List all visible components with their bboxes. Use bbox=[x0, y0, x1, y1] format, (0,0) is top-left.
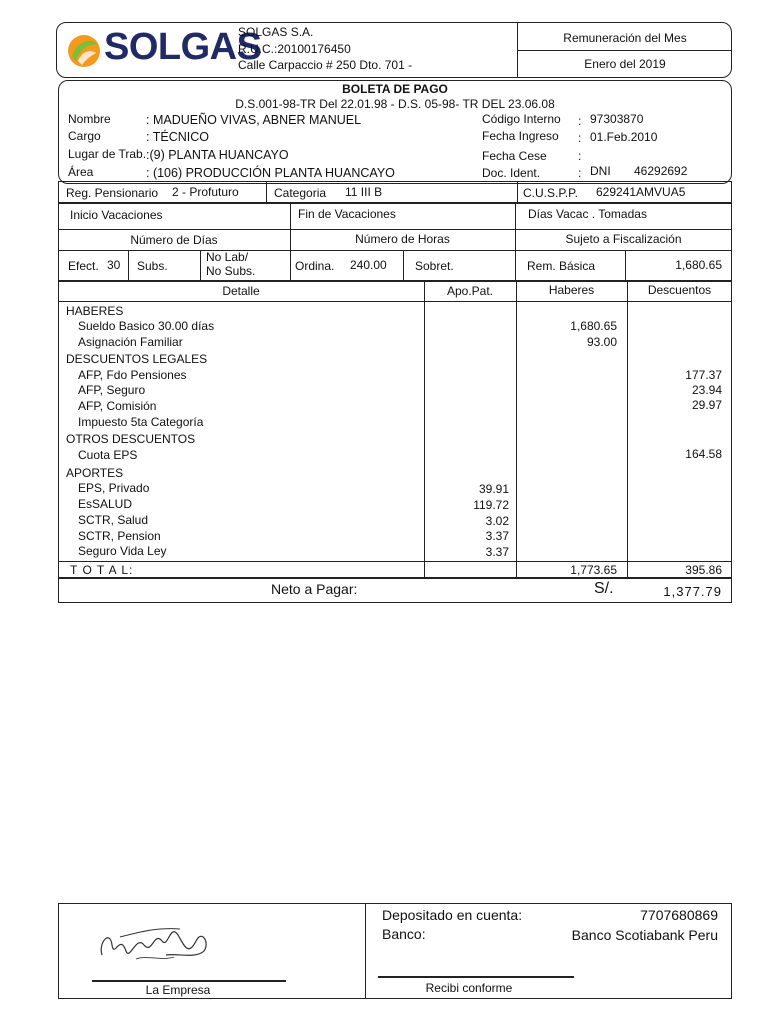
dias-div-3 bbox=[403, 250, 404, 281]
vac-line-1 bbox=[58, 229, 732, 230]
row-apo: 39.91 bbox=[478, 482, 509, 496]
row-apo: 3.37 bbox=[485, 545, 509, 559]
dias-vacac: Días Vacac . Tomadas bbox=[528, 207, 647, 221]
row-label: EsSALUD bbox=[78, 497, 133, 511]
company-ruc: R.U.C.:20100176450 bbox=[238, 42, 351, 56]
row-haberes: 1,680.65 bbox=[570, 319, 617, 333]
row-descuentos: 23.94 bbox=[691, 383, 722, 397]
total-descuentos: 395.86 bbox=[685, 563, 722, 577]
period-label: Remuneración del Mes bbox=[563, 31, 687, 45]
total-label: T O T A L: bbox=[70, 563, 134, 577]
row-haberes: 93.00 bbox=[586, 335, 617, 349]
period-value: Enero del 2019 bbox=[584, 57, 666, 71]
bank-label: Banco: bbox=[382, 926, 426, 942]
codigo-label: Código Interno bbox=[482, 112, 561, 126]
doc-sep: : bbox=[578, 166, 582, 180]
rem-basica-value: 1,680.65 bbox=[675, 258, 722, 272]
row-label: Cuota EPS bbox=[78, 448, 138, 462]
ingreso-sep: : bbox=[578, 131, 582, 145]
fin-vacaciones: Fin de Vacaciones bbox=[298, 207, 396, 221]
row-label: AFP, Comisión bbox=[78, 399, 157, 413]
row-label: DESCUENTOS LEGALES bbox=[66, 352, 208, 366]
neto-currency: S/. bbox=[594, 580, 614, 597]
rem-basica-label: Rem. Básica bbox=[527, 259, 596, 273]
vac-line-2 bbox=[58, 250, 732, 251]
solgas-logo bbox=[66, 26, 262, 73]
area-label: Área bbox=[68, 165, 94, 179]
detalle-header: Detalle bbox=[222, 284, 260, 298]
footer-divider bbox=[365, 903, 366, 999]
deposit-value: 7707680869 bbox=[640, 907, 718, 923]
recibi-sign-line bbox=[378, 976, 574, 978]
cuspp-value: 629241AMVUA5 bbox=[596, 185, 686, 199]
row-label: SCTR, Pension bbox=[78, 529, 161, 543]
signature-mark bbox=[96, 915, 216, 967]
cargo-label: Cargo bbox=[68, 129, 101, 143]
total-haberes: 1,773.65 bbox=[570, 563, 617, 577]
header-right-divider bbox=[517, 50, 732, 51]
row-apo: 3.37 bbox=[485, 529, 509, 543]
cargo-value: : TÉCNICO bbox=[146, 130, 209, 144]
row-descuentos: 177.37 bbox=[685, 368, 722, 382]
row-label: EPS, Privado bbox=[78, 481, 150, 495]
inicio-vacaciones: Inicio Vacaciones bbox=[70, 208, 163, 222]
dias-div-1 bbox=[128, 250, 129, 281]
lugar-label: Lugar de Trab. bbox=[68, 147, 147, 161]
row-label: SCTR, Salud bbox=[78, 513, 149, 527]
deposit-label: Depositado en cuenta: bbox=[382, 907, 523, 923]
row-label: Impuesto 5ta Categoría bbox=[78, 415, 204, 429]
row-label: AFP, Fdo Pensiones bbox=[78, 368, 187, 382]
reg-value: 2 - Profuturo bbox=[172, 185, 239, 199]
area-value: : (106) PRODUCCIÓN PLANTA HUANCAYO bbox=[146, 166, 395, 180]
numero-dias-header: Número de Días bbox=[130, 233, 218, 247]
detail-div-descuentos bbox=[627, 281, 628, 578]
regimen-divider-1 bbox=[266, 181, 267, 203]
descuentos-header: Descuentos bbox=[647, 283, 712, 297]
row-apo: 3.02 bbox=[485, 514, 509, 528]
codigo-value: 97303870 bbox=[590, 112, 644, 126]
total-bottom-line bbox=[58, 577, 732, 579]
recibi-label: Recibi conforme bbox=[425, 981, 513, 995]
nolab-label-2: No Subs. bbox=[206, 264, 256, 278]
cese-sep: : bbox=[578, 149, 582, 163]
codigo-sep: : bbox=[578, 114, 582, 128]
row-label: Asignación Familiar bbox=[78, 335, 183, 349]
doc-label: Doc. Ident. bbox=[482, 166, 541, 180]
neto-value: 1,377.79 bbox=[663, 584, 722, 599]
company-name: SOLGAS S.A. bbox=[238, 25, 314, 39]
regimen-divider-2 bbox=[517, 181, 518, 203]
ordina-value: 240.00 bbox=[350, 258, 387, 272]
row-label: APORTES bbox=[66, 466, 124, 480]
row-label: AFP, Seguro bbox=[78, 383, 146, 397]
doc-type: DNI bbox=[590, 164, 611, 178]
row-descuentos: 164.58 bbox=[685, 447, 722, 461]
cat-label: Categoria bbox=[274, 186, 327, 200]
company-address: Calle Carpaccio # 250 Dto. 701 - bbox=[238, 58, 413, 72]
dias-div-2 bbox=[200, 250, 201, 281]
decree-line: D.S.001-98-TR Del 22.01.98 - D.S. 05-98- TR DEL 23.06.08 bbox=[235, 97, 555, 111]
dias-div-4 bbox=[625, 250, 626, 281]
row-apo: 119.72 bbox=[473, 498, 509, 512]
apo-header: Apo.Pat. bbox=[446, 284, 494, 298]
haberes-header: Haberes bbox=[548, 283, 595, 297]
detail-header-line bbox=[58, 301, 732, 302]
fiscalizacion-header: Sujeto a Fiscalización bbox=[565, 232, 682, 246]
efect-label: Efect. bbox=[68, 259, 99, 273]
row-descuentos: 29.97 bbox=[691, 398, 722, 412]
row-label: HABERES bbox=[66, 304, 124, 318]
empresa-sign-line bbox=[92, 980, 286, 982]
subs-label: Subs. bbox=[137, 259, 168, 273]
document-title: BOLETA DE PAGO bbox=[342, 82, 448, 96]
empresa-label: La Empresa bbox=[145, 983, 211, 997]
sobret-label: Sobret. bbox=[415, 259, 454, 273]
cuspp-label: C.U.S.P.P. bbox=[523, 186, 578, 200]
total-top-line bbox=[58, 561, 732, 562]
ingreso-label: Fecha Ingreso bbox=[482, 129, 559, 143]
neto-label: Neto a Pagar: bbox=[271, 581, 358, 597]
ordina-label: Ordina. bbox=[295, 259, 335, 273]
nolab-label-1: No Lab/ bbox=[206, 250, 249, 264]
cese-label: Fecha Cese bbox=[482, 149, 547, 163]
numero-horas-header: Número de Horas bbox=[355, 232, 450, 246]
logo-flame-icon bbox=[66, 31, 102, 71]
reg-label: Reg. Pensionario bbox=[66, 186, 159, 200]
row-label: OTROS DESCUENTOS bbox=[66, 432, 196, 446]
ingreso-value: 01.Feb.2010 bbox=[590, 130, 658, 144]
nombre-label: Nombre bbox=[68, 112, 111, 126]
bank-value: Banco Scotiabank Peru bbox=[571, 927, 718, 943]
nombre-value: : MADUEÑO VIVAS, ABNER MANUEL bbox=[146, 113, 362, 127]
row-label: Seguro Vida Ley bbox=[78, 544, 167, 558]
row-label: Sueldo Basico 30.00 días bbox=[78, 319, 215, 333]
efect-value: 30 bbox=[107, 258, 121, 272]
doc-value: 46292692 bbox=[634, 164, 688, 178]
cat-value: 11 III B bbox=[345, 185, 383, 199]
logo-text: SOLGAS bbox=[104, 26, 262, 68]
lugar-value: :(9) PLANTA HUANCAYO bbox=[146, 148, 289, 162]
